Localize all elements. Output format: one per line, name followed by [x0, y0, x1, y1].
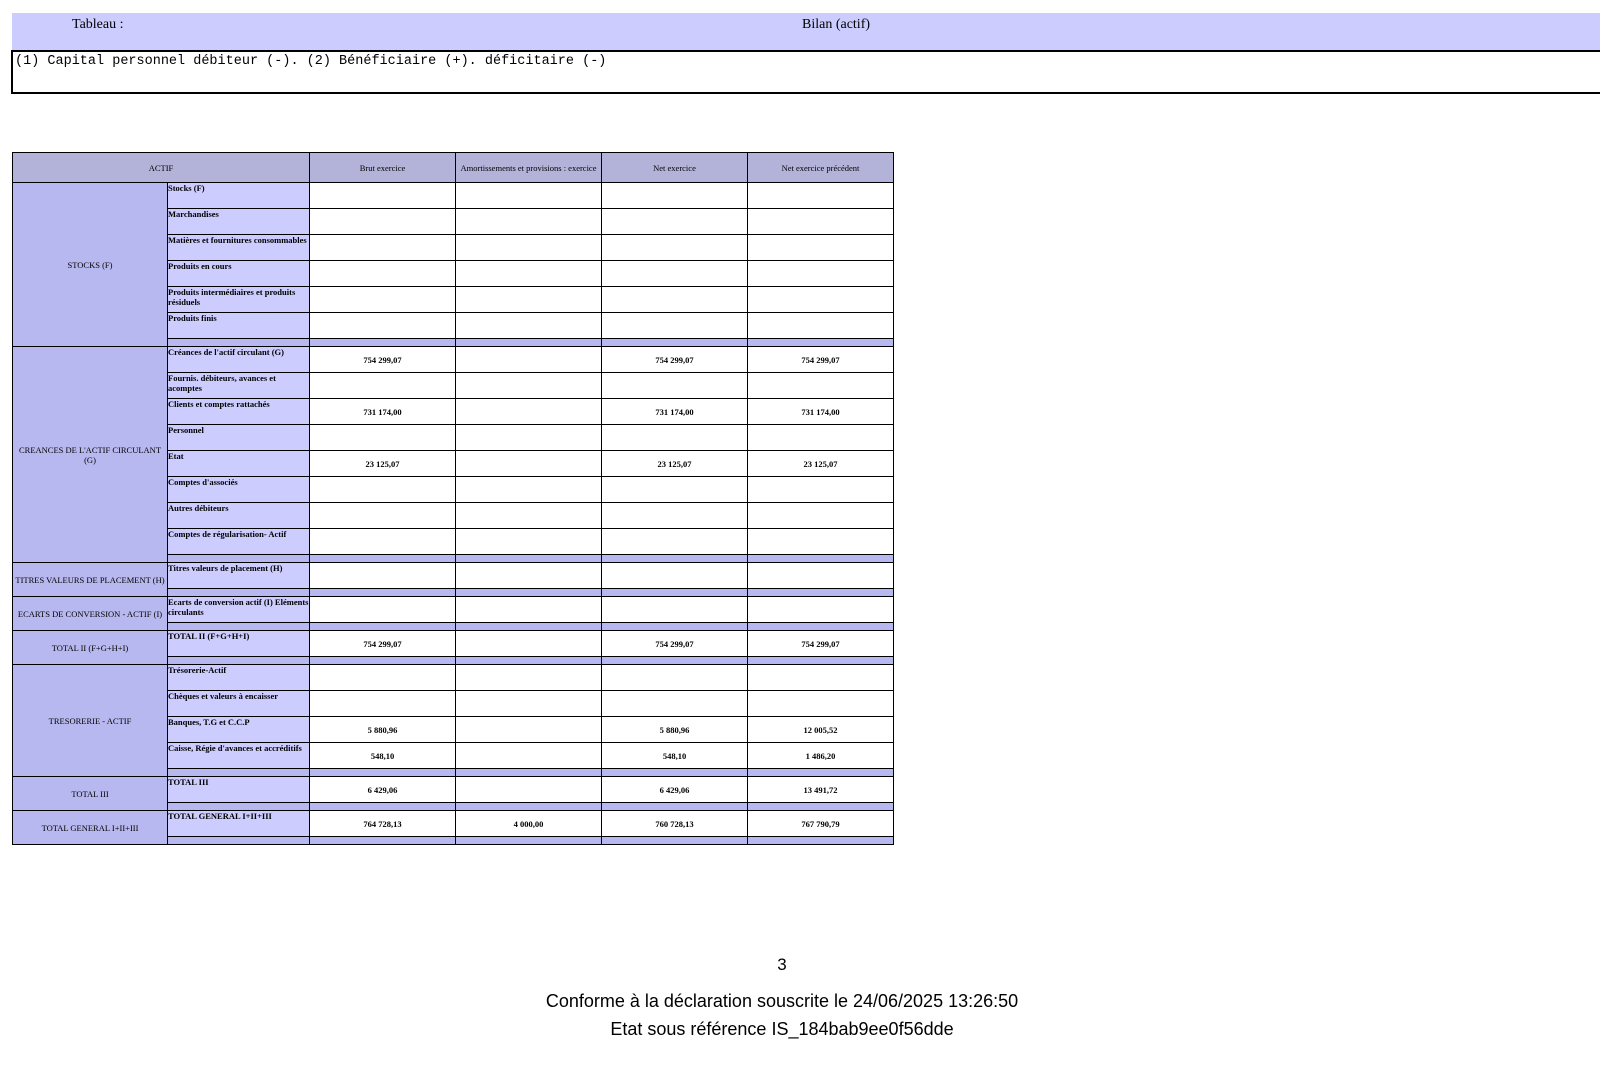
- spacer-cell: [456, 623, 602, 631]
- table-row: [13, 597, 894, 623]
- value-cell: 5 880,96: [602, 717, 748, 743]
- spacer-cell: [168, 555, 310, 563]
- spacer-cell: [748, 623, 894, 631]
- value-cell: [602, 183, 748, 209]
- value-cell: [310, 287, 456, 313]
- spacer-cell: [456, 589, 602, 597]
- header-label: Tableau :: [72, 17, 124, 32]
- row-label: Clients et comptes rattachés: [168, 399, 310, 425]
- section-label: TOTAL GENERAL I+II+III: [13, 811, 168, 845]
- spacer-cell: [602, 837, 748, 845]
- value-cell: [748, 477, 894, 503]
- value-cell: [456, 477, 602, 503]
- section-label: TOTAL III: [13, 777, 168, 811]
- spacer-cell: [748, 339, 894, 347]
- row-label: Comptes d'associés: [168, 477, 310, 503]
- spacer-cell: [602, 657, 748, 665]
- value-cell: [310, 665, 456, 691]
- spacer-cell: [748, 657, 894, 665]
- value-cell: [310, 597, 456, 623]
- spacer-cell: [748, 555, 894, 563]
- value-cell: [456, 347, 602, 373]
- value-cell: 5 880,96: [310, 717, 456, 743]
- spacer-cell: [310, 623, 456, 631]
- spacer-cell: [168, 657, 310, 665]
- value-cell: [748, 235, 894, 261]
- value-cell: [310, 477, 456, 503]
- spacer-cell: [456, 657, 602, 665]
- row-label: Fournis. débiteurs, avances et acomptes: [168, 373, 310, 399]
- value-cell: 12 005,52: [748, 717, 894, 743]
- row-label: Stocks (F): [168, 183, 310, 209]
- value-cell: [456, 451, 602, 477]
- value-cell: 760 728,13: [602, 811, 748, 837]
- value-cell: [456, 743, 602, 769]
- row-label: TOTAL II (F+G+H+I): [168, 631, 310, 657]
- value-cell: 6 429,06: [602, 777, 748, 803]
- conformity-text: Conforme à la déclaration souscrite le 24/06/2025 13:26:50: [545, 991, 1019, 1011]
- spacer-cell: [168, 339, 310, 347]
- value-cell: [602, 665, 748, 691]
- value-cell: [748, 597, 894, 623]
- spacer-cell: [456, 339, 602, 347]
- value-cell: 23 125,07: [748, 451, 894, 477]
- value-cell: [310, 503, 456, 529]
- spacer-cell: [602, 339, 748, 347]
- value-cell: [310, 563, 456, 589]
- value-cell: [602, 477, 748, 503]
- value-cell: 731 174,00: [602, 399, 748, 425]
- spacer-cell: [602, 769, 748, 777]
- page-title: Bilan (actif): [802, 17, 871, 32]
- spacer-cell: [168, 837, 310, 845]
- table-row: [13, 811, 894, 837]
- value-cell: [748, 691, 894, 717]
- value-cell: [748, 209, 894, 235]
- value-cell: 754 299,07: [310, 347, 456, 373]
- spacer-cell: [310, 837, 456, 845]
- row-label: Créances de l'actif circulant (G): [168, 347, 310, 373]
- value-cell: [602, 287, 748, 313]
- section-label: TITRES VALEURS DE PLACEMENT (H): [13, 563, 168, 597]
- value-cell: [748, 183, 894, 209]
- value-cell: [748, 529, 894, 555]
- value-cell: [310, 691, 456, 717]
- spacer-cell: [310, 657, 456, 665]
- value-cell: [456, 287, 602, 313]
- row-label: Personnel: [168, 425, 310, 451]
- spacer-cell: [748, 589, 894, 597]
- value-cell: [456, 399, 602, 425]
- note-box: [11, 50, 1600, 94]
- value-cell: [602, 209, 748, 235]
- value-cell: 548,10: [310, 743, 456, 769]
- row-label: Produits intermédiaires et produits résiduels: [168, 287, 310, 313]
- value-cell: [602, 235, 748, 261]
- row-label: Marchandises: [168, 209, 310, 235]
- spacer-cell: [168, 589, 310, 597]
- row-label: Etat: [168, 451, 310, 477]
- value-cell: 6 429,06: [310, 777, 456, 803]
- value-cell: [456, 631, 602, 657]
- column-header-brut: Brut exercice: [310, 153, 456, 183]
- value-cell: [310, 261, 456, 287]
- value-cell: 754 299,07: [748, 347, 894, 373]
- value-cell: [456, 665, 602, 691]
- value-cell: [602, 373, 748, 399]
- value-cell: 754 299,07: [310, 631, 456, 657]
- value-cell: [310, 373, 456, 399]
- spacer-cell: [748, 803, 894, 811]
- value-cell: [310, 529, 456, 555]
- table-body: [13, 183, 894, 845]
- spacer-cell: [168, 803, 310, 811]
- row-label: Autres débiteurs: [168, 503, 310, 529]
- value-cell: [456, 373, 602, 399]
- value-cell: 754 299,07: [748, 631, 894, 657]
- row-label: Produits en cours: [168, 261, 310, 287]
- table-row: [13, 183, 894, 209]
- spacer-cell: [456, 803, 602, 811]
- spacer-cell: [456, 769, 602, 777]
- section-label: TOTAL II (F+G+H+I): [13, 631, 168, 665]
- value-cell: [456, 183, 602, 209]
- value-cell: 754 299,07: [602, 347, 748, 373]
- value-cell: [748, 373, 894, 399]
- row-label: Produits finis: [168, 313, 310, 339]
- value-cell: [456, 777, 602, 803]
- value-cell: 731 174,00: [748, 399, 894, 425]
- spacer-cell: [168, 623, 310, 631]
- spacer-cell: [748, 769, 894, 777]
- header-bar: [12, 13, 1600, 51]
- value-cell: [456, 235, 602, 261]
- value-cell: [310, 183, 456, 209]
- spacer-cell: [602, 555, 748, 563]
- row-label: Trésorerie-Actif: [168, 665, 310, 691]
- value-cell: 731 174,00: [310, 399, 456, 425]
- value-cell: [456, 597, 602, 623]
- spacer-cell: [602, 803, 748, 811]
- value-cell: [602, 261, 748, 287]
- spacer-cell: [168, 769, 310, 777]
- column-header-actif: ACTIF: [13, 153, 310, 183]
- spacer-cell: [310, 803, 456, 811]
- table-row: [13, 563, 894, 589]
- value-cell: [310, 209, 456, 235]
- value-cell: 4 000,00: [456, 811, 602, 837]
- section-label: CREANCES DE L'ACTIF CIRCULANT (G): [13, 347, 168, 563]
- column-header-net: Net exercice: [602, 153, 748, 183]
- value-cell: [310, 425, 456, 451]
- value-cell: 1 486,20: [748, 743, 894, 769]
- value-cell: 764 728,13: [310, 811, 456, 837]
- section-label: STOCKS (F): [13, 183, 168, 347]
- row-label: TOTAL GENERAL I+II+III: [168, 811, 310, 837]
- value-cell: [748, 425, 894, 451]
- table-row: [13, 665, 894, 691]
- spacer-cell: [310, 589, 456, 597]
- value-cell: 754 299,07: [602, 631, 748, 657]
- value-cell: [748, 313, 894, 339]
- value-cell: [748, 261, 894, 287]
- value-cell: [602, 563, 748, 589]
- value-cell: 548,10: [602, 743, 748, 769]
- spacer-cell: [748, 837, 894, 845]
- value-cell: [456, 529, 602, 555]
- value-cell: [456, 313, 602, 339]
- row-label: TOTAL III: [168, 777, 310, 803]
- value-cell: [748, 287, 894, 313]
- value-cell: [456, 425, 602, 451]
- section-label: ECARTS DE CONVERSION - ACTIF (I): [13, 597, 168, 631]
- row-label: Matières et fournitures consommables: [168, 235, 310, 261]
- value-cell: [456, 261, 602, 287]
- value-cell: [456, 717, 602, 743]
- note-text: (1) Capital personnel débiteur (-). (2) Bénéficiaire (+). déficitaire (-): [15, 54, 607, 69]
- spacer-cell: [310, 769, 456, 777]
- row-label: Comptes de régularisation- Actif: [168, 529, 310, 555]
- row-label: Ecarts de conversion actif (I) Eléments circulants: [168, 597, 310, 623]
- section-label: TRESORERIE - ACTIF: [13, 665, 168, 777]
- reference-text: Etat sous référence IS_184bab9ee0f56dde: [610, 1019, 954, 1039]
- table-row: [13, 347, 894, 373]
- balance-sheet-table: [12, 152, 894, 845]
- value-cell: [456, 209, 602, 235]
- value-cell: [602, 313, 748, 339]
- spacer-cell: [310, 339, 456, 347]
- spacer-cell: [602, 623, 748, 631]
- value-cell: [748, 665, 894, 691]
- spacer-cell: [310, 555, 456, 563]
- value-cell: [456, 503, 602, 529]
- table-row: [13, 777, 894, 803]
- spacer-cell: [456, 837, 602, 845]
- value-cell: 23 125,07: [602, 451, 748, 477]
- value-cell: [456, 691, 602, 717]
- row-label: Banques, T.G et C.C.P: [168, 717, 310, 743]
- row-label: Chèques et valeurs à encaisser: [168, 691, 310, 717]
- value-cell: 13 491,72: [748, 777, 894, 803]
- value-cell: 23 125,07: [310, 451, 456, 477]
- value-cell: [602, 425, 748, 451]
- value-cell: [310, 313, 456, 339]
- row-label: Caisse, Régie d'avances et accréditifs: [168, 743, 310, 769]
- column-header-amortissements: Amortissements et provisions : exercice: [456, 153, 602, 183]
- value-cell: [602, 691, 748, 717]
- row-label: Titres valeurs de placement (H): [168, 563, 310, 589]
- value-cell: [310, 235, 456, 261]
- value-cell: [748, 503, 894, 529]
- value-cell: [602, 529, 748, 555]
- value-cell: [456, 563, 602, 589]
- value-cell: [602, 597, 748, 623]
- value-cell: [748, 563, 894, 589]
- page-number: 3: [777, 955, 787, 974]
- spacer-cell: [456, 555, 602, 563]
- value-cell: 767 790,79: [748, 811, 894, 837]
- spacer-cell: [602, 589, 748, 597]
- value-cell: [602, 503, 748, 529]
- column-header-net-precedent: Net exercice précédent: [748, 153, 894, 183]
- table-row: [13, 631, 894, 657]
